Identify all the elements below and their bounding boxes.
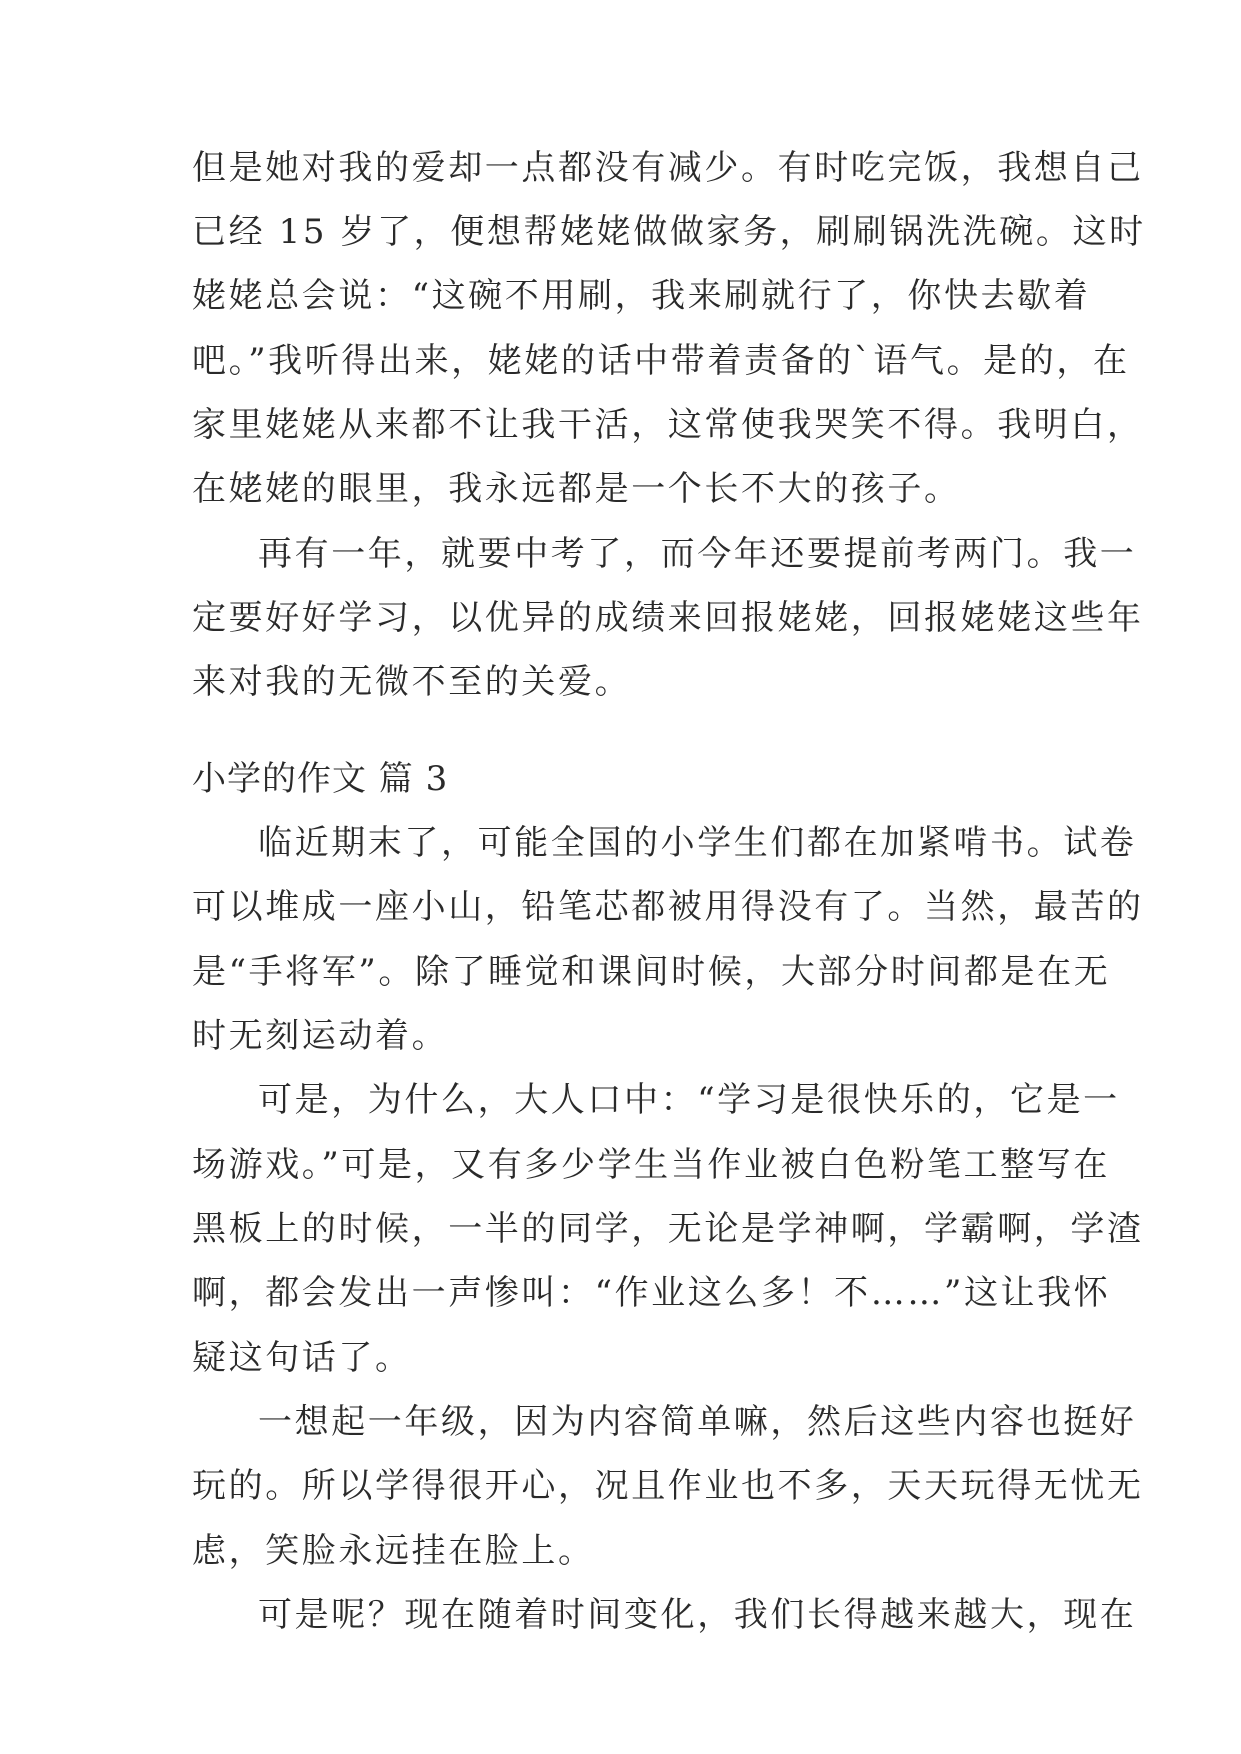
text-line: 家里姥姥从来都不让我干活，这常使我哭笑不得。我明白，	[192, 405, 1144, 445]
text-line: 但是她对我的爱却一点都没有减少。有时吃完饭，我想自己	[192, 148, 1144, 188]
text-line: 姥姥总会说：“这碗不用刷，我来刷就行了，你快去歇着	[192, 276, 1091, 316]
text-line: 定要好好学习，以优异的成绩来回报姥姥，回报姥姥这些年	[192, 598, 1144, 638]
text-line: 黑板上的时候，一半的同学，无论是学神啊，学霸啊，学渣	[192, 1209, 1144, 1249]
text-line: 啊，都会发出一声惨叫：“作业这么多！不……”这让我怀	[192, 1273, 1111, 1313]
text-line: 可以堆成一座小山，铅笔芯都被用得没有了。当然，最苦的	[192, 887, 1144, 927]
text-line: 吧。”我听得出来，姥姥的话中带着责备的`语气。是的，在	[192, 341, 1130, 381]
paragraph-first-line: 可是呢？现在随着时间变化，我们长得越来越大，现在	[258, 1595, 1137, 1635]
text-line: 疑这句话了。	[192, 1338, 412, 1378]
text-line: 时无刻运动着。	[192, 1016, 449, 1056]
section-title: 小学的作文 篇 3	[192, 759, 449, 799]
text-line: 场游戏。”可是，又有多少学生当作业被白色粉笔工整写在	[192, 1145, 1110, 1185]
text-line: 是“手将军”。除了睡觉和课间时候，大部分时间都是在无	[192, 952, 1111, 992]
text-line: 来对我的无微不至的关爱。	[192, 662, 632, 702]
text-line: 在姥姥的眼里，我永远都是一个长不大的孩子。	[192, 469, 961, 509]
paragraph-first-line: 可是，为什么，大人口中：“学习是很快乐的，它是一	[258, 1080, 1120, 1120]
text-line: 已经 15 岁了，便想帮姥姥做做家务，刷刷锅洗洗碗。这时	[192, 212, 1146, 252]
paragraph-first-line: 一想起一年级，因为内容简单嘛，然后这些内容也挺好	[258, 1402, 1137, 1442]
text-line: 玩的。所以学得很开心，况且作业也不多，天天玩得无忧无	[192, 1466, 1144, 1506]
paragraph-first-line: 再有一年，就要中考了，而今年还要提前考两门。我一	[258, 534, 1137, 574]
paragraph-first-line: 临近期末了，可能全国的小学生们都在加紧啃书。试卷	[258, 823, 1137, 863]
text-line: 虑，笑脸永远挂在脸上。	[192, 1531, 595, 1571]
